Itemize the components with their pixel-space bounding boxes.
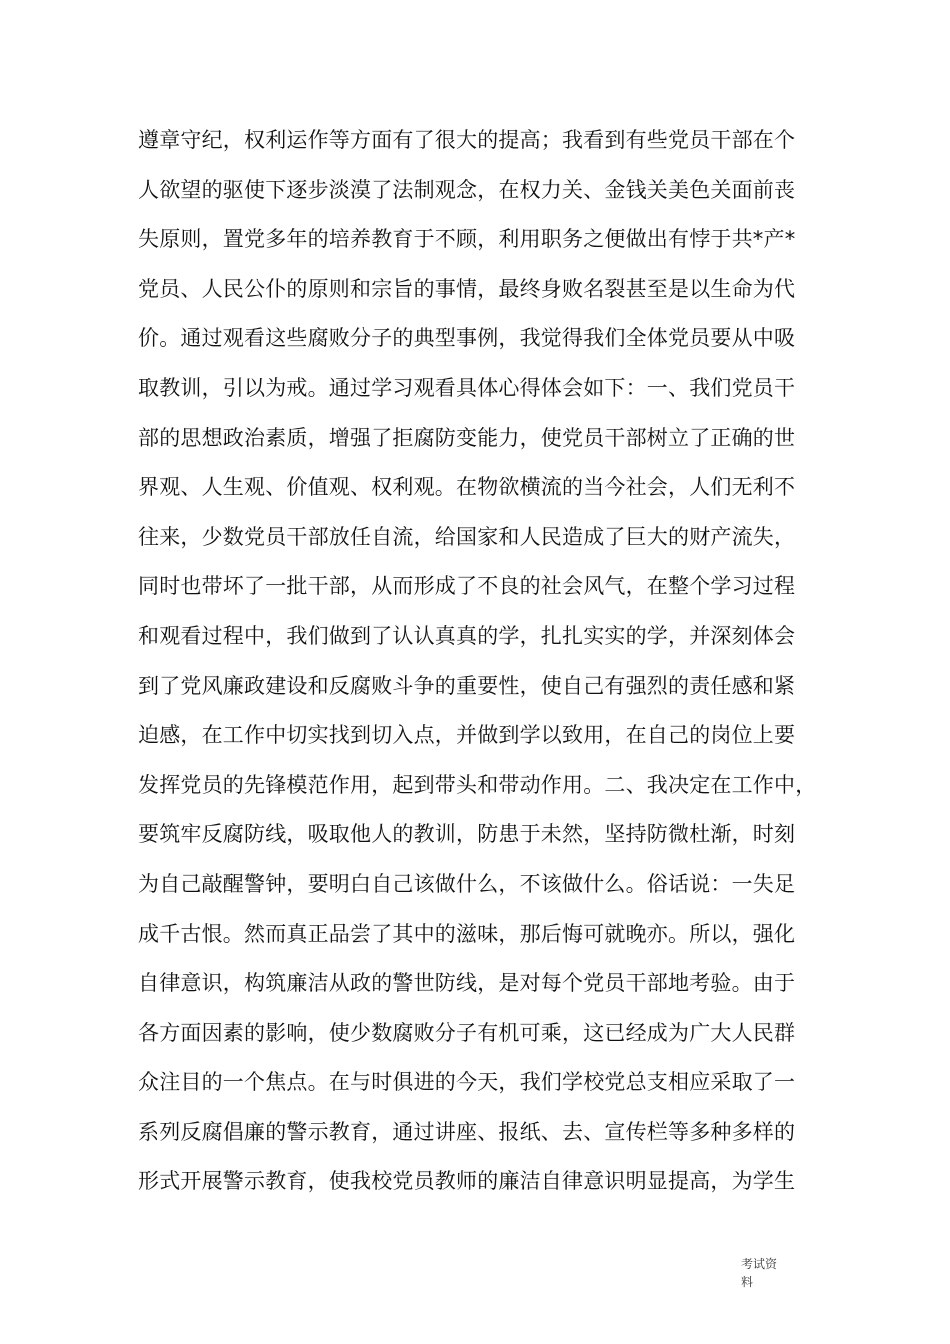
text-line: 党员、人民公仆的原则和宗旨的事情，最终身败名裂甚至是以生命为代 [138,276,796,301]
text-line: 到了党风廉政建设和反腐败斗争的重要性，使自己有强烈的责任感和紧 [138,673,796,698]
text-line: 发挥党员的先锋模范作用，起到带头和带动作用。二、我决定在工作中， [138,772,817,797]
text-line: 要筑牢反腐防线，吸取他人的教训，防患于未然，坚持防微杜渐，时刻 [138,822,796,847]
text-line: 界观、人生观、价值观、权利观。在物欲横流的当今社会，人们无利不 [138,475,796,500]
text-line: 失原则，置党多年的培养教育于不顾，利用职务之便做出有悖于共*产* [138,227,796,252]
text-line: 迫感，在工作中切实找到切入点，并做到学以致用，在自己的岗位上要 [138,723,796,748]
text-line: 价。通过观看这些腐败分子的典型事例，我觉得我们全体党员要从中吸 [138,326,796,351]
footer-note [741,1255,791,1291]
footer-note-line: 料 [741,1275,754,1289]
text-line: 形式开展警示教育，使我校党员教师的廉洁自律意识明显提高，为学生 [138,1169,796,1194]
text-line: 人欲望的驱使下逐步淡漠了法制观念，在权力关、金钱关美色关面前丧 [138,177,796,202]
text-line: 遵章守纪，权利运作等方面有了很大的提高；我看到有些党员干部在个 [138,128,796,152]
text-line: 系列反腐倡廉的警示教育，通过讲座、报纸、去、宣传栏等多种多样的 [138,1119,796,1144]
text-line: 各方面因素的影响，使少数腐败分子有机可乘，这已经成为广大人民群 [138,1020,796,1045]
text-line: 取教训，引以为戒。通过学习观看具体心得体会如下：一、我们党员干 [138,375,796,400]
body-paragraph [138,118,828,1209]
text-line: 部的思想政治素质，增强了拒腐防变能力，使党员干部树立了正确的世 [138,425,796,450]
text-line: 自律意识，构筑廉洁从政的警世防线，是对每个党员干部地考验。由于 [138,971,796,996]
text-line: 为自己敲醒警钟，要明白自己该做什么，不该做什么。俗话说：一失足 [138,871,796,896]
footer-note-line: 考试资 [741,1257,778,1271]
text-line: 同时也带坏了一批干部，从而形成了不良的社会风气，在整个学习过程 [138,574,796,599]
text-line: 和观看过程中，我们做到了认认真真的学，扎扎实实的学，并深刻体会 [138,623,796,648]
text-line: 众注目的一个焦点。在与时俱进的今天，我们学校党总支相应采取了一 [138,1070,796,1095]
text-line: 成千古恨。然而真正品尝了其中的滋味，那后悔可就晚亦。所以，强化 [138,921,796,946]
text-line: 往来，少数党员干部放任自流，给国家和人民造成了巨大的财产流失， [138,524,796,549]
